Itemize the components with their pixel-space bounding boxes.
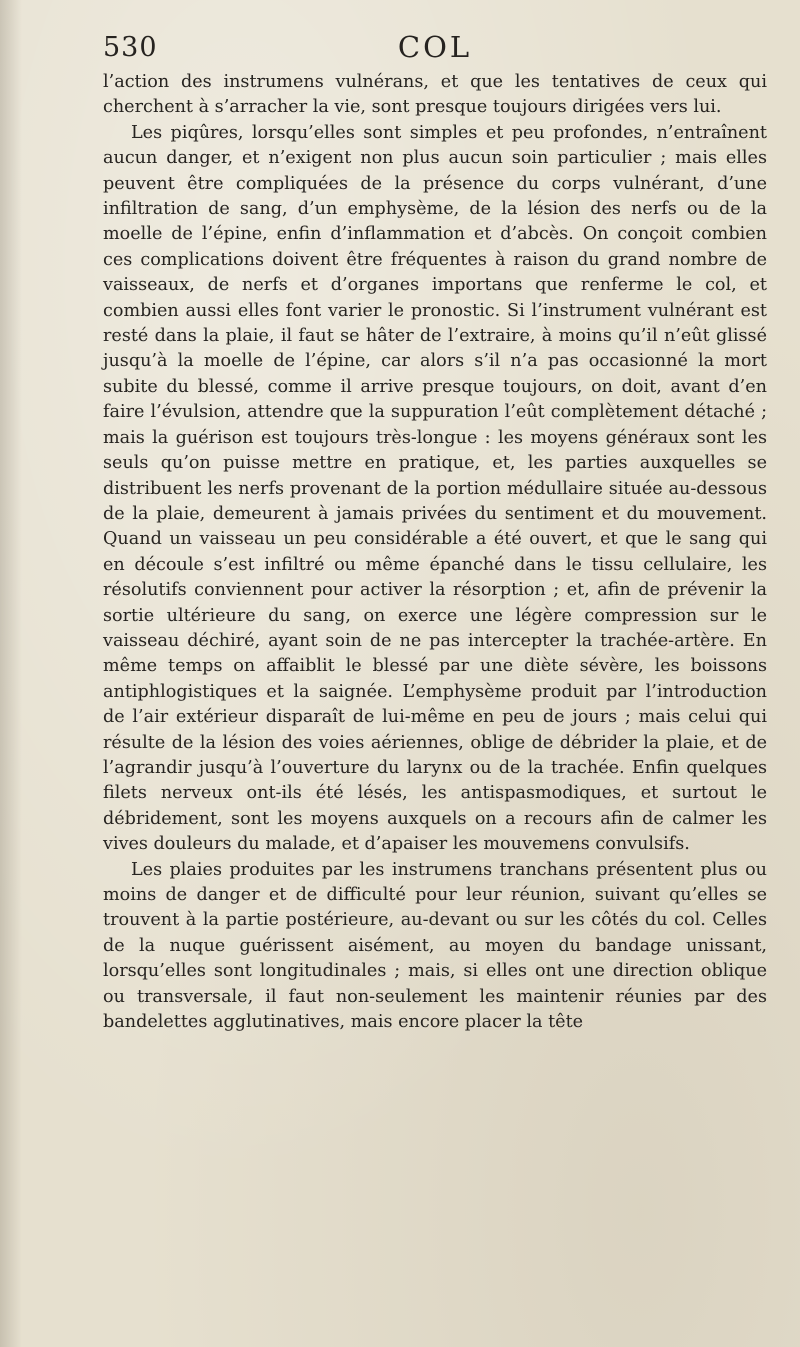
paragraph-continuation: l’action des instrumens vulnérans, et que les tentatives de ceux qui cherchent à s’arracher la vie, sont presque toujours dirigées vers lui. [103,72,767,118]
paragraph-plaies: Les plaies produites par les instrumens tranchans présentent plus ou moins de danger et de difficulté pour leur réunion, suivant qu’elles se trouvent à la partie postérieure, au-devant ou sur les côtés du col. Celles de la nuque guérissent aisément, au moyen du bandage unissant, lorsqu’elles sont longitudinales ; mais, si elles ont une direction oblique ou transversale, il faut non-seulement les maintenir réunies par des bandelettes agglutinatives, mais encore placer la tête [103,859,767,1033]
running-head: COL [397,30,473,64]
page-gutter-shadow [0,0,22,1347]
body-text [103,70,767,1035]
page-number: 530 [103,32,158,63]
paragraph-piqures: Les piqûres, lorsqu’elles sont simples et peu profondes, n’entraînent aucun danger, et n’exigent non plus aucun soin particulier ; mais elles peuvent être compliquées de la présence du corps vulnérant, d’une infiltration de sang, d’un emphysème, de la lésion des nerfs ou de la moelle de l’épine, enfin d’inflammation et d’abcès. On conçoit combien ces complications doivent être fréquentes à raison du grand nombre de vaisseaux, de nerfs et d’organes importans que renferme le col, et combien aussi elles font varier le pronostic. Si l’instrument vulnérant est resté dans la plaie, il faut se hâter de l’extraire, à moins qu’il n’eût glissé jusqu’à la moelle de l’épine, car alors s’il n’a pas occasionné la mort subite du blessé, comme il arrive presque toujours, on doit, avant d’en faire l’évulsion, attendre que la suppuration l’eût complètement détaché ; mais la guérison est toujours très-longue : les moyens généraux sont les seuls qu’on puisse mettre en pratique, et, les parties auxquelles se distribuent les nerfs provenant de la portion médullaire située au-dessous de la plaie, demeurent à jamais privées du sentiment et du mouvement. Quand un vaisseau un peu considérable a été ouvert, et que le sang qui en découle s’est infiltré ou même épanché dans le tissu cellulaire, les résolutifs conviennent pour activer la résorption ; et, afin de prévenir la sortie ultérieure du sang, on exerce une légère compression sur le vaisseau déchiré, ayant soin de ne pas intercepter la trachée-artère. En même temps on affaiblit le blessé par une diète sévère, les boissons antiphlogistiques et la saignée. L’emphysème produit par l’introduction de l’air extérieur disparaît de lui-même en peu de jours ; mais celui qui résulte de la lésion des voies aériennes, oblige de débrider la plaie, et de l’agrandir jusqu’à l’ouverture du larynx ou de la trachée. Enfin quelques filets nerveux ont-ils été lésés, les antispasmodiques, et surtout le débridement, sont les moyens auxquels on a recours afin de calmer les vives douleurs du malade, et d’apaiser les mouvemens convulsifs. [103,122,767,855]
page-header [103,28,767,68]
